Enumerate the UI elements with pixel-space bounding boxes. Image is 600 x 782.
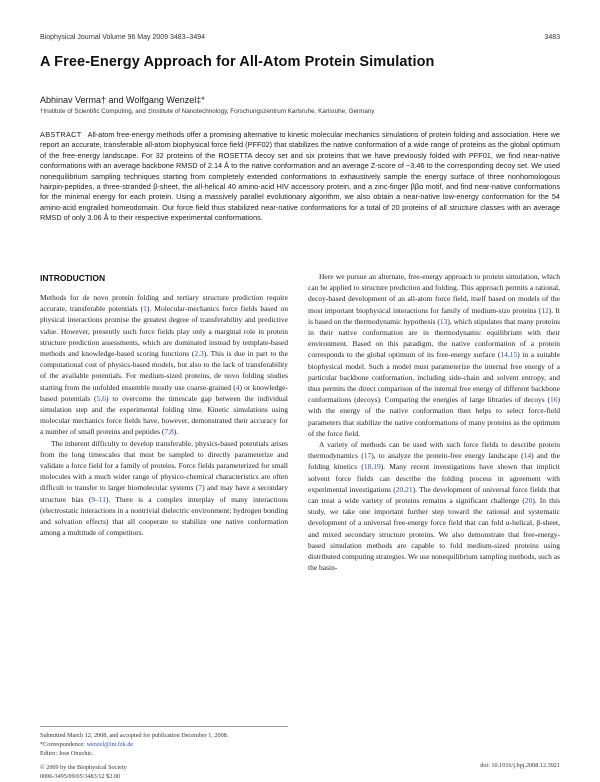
paragraph-text: ). The development of universal force fields that can treat a wide variety of proteins remains a significant challenge ( [308, 484, 561, 506]
paragraph-text: ). It is based on the thermodynamic hypothesis ( [308, 305, 560, 326]
citation-link[interactable]: 13 [439, 316, 448, 326]
paragraph-text: ) in a suitable biophysical model. Such a model must parameterize the internal free energy of a particular backbone conformation, including side-chain and solvent entropy, and thus permits the direct comparison of the internal free energy of different backbone conformations (decoys). Comparing the energies of large libraries of decoys ( [308, 350, 560, 405]
citation-link[interactable]: 18,19 [363, 462, 381, 472]
section-heading-introduction: INTRODUCTION [40, 273, 106, 283]
paragraph-text: ). In this study, we take one important further step toward the rational and systematic development of a universal free-energy force field that can fold α-helical, β-sheet, and mixed secondary structure proteins. We also demonstrate that free-energy-based simulation methods are capable to fold medium-sized proteins using distributed computing strategies. We use nonequilibrium sampling methods, such as the basin- [308, 496, 560, 573]
abstract-text: All-atom free-energy methods offer a promising alternative to kinetic molecular mechanics simulations of protein folding and association. Here we report an accurate, transferable all-atom biophysical force field (PFF02) that stabilizes the native conformation of a wide range of proteins as the global optimum of the free-energy landscape. For 32 proteins of the ROSETTA decoy set and six proteins that we have previously folded with PFF01, we find near-native conformations with an average backbone RMSD of 2.14 Å to the native conformation and an average Z-score of −3.46 to the corresponding decoy set. We used nonequilibrium sampling techniques starting from completely extended conformations to exhaustively sample the energy surface of three nonhomologous hairpin-peptides, a three-stranded β-sheet, the all-helical 40 amino-acid HIV accessory protein, and a zinc-finger ββα motif, and find near-native conformations for the minimal energy for each protein. Using a massively parallel evolutionary algorithm, we also obtain a near-native low-energy conformation for the 54 amino-acid engrailed homeodomain. Our force field thus stabilized near-native conformations for a total of 20 proteins of all structure classes with an average RMSD of only 3.06 Å to their respective experimental conformations. [40, 130, 560, 223]
doi[interactable]: doi: 10.1016/j.bpj.2008.12.3921 [480, 762, 560, 769]
journal-citation: Biophysical Journal Volume 96 May 2009 3483–3494 [40, 34, 206, 41]
correspondence [40, 741, 288, 750]
paragraph-text: ) or knowledge-based potentials ( [40, 382, 288, 403]
citation-link[interactable]: 7 [198, 483, 203, 493]
citation-link[interactable]: 20 [524, 496, 533, 506]
copyright-notice: © 2009 by the Biophysical Society [40, 764, 127, 772]
paragraph-text: Methods for de novo protein folding and tertiary structure prediction require accurate, transferable potentials ( [40, 293, 288, 314]
paragraph-text: ), which stipulates that many proteins in their native conformation are in thermodynamic equilibrium with their environment. Based on this paradigm, the native conformation of a protein corresponds to the global optimum of its free-energy surface ( [308, 316, 560, 360]
page-number: 3483 [544, 34, 560, 41]
issn-price: 0006-3495/09/05/3483/12 $2.00 [40, 773, 121, 781]
paragraph-text: The inherent difficulty to develop transferable, physics-based potentials arises from the long timescales that must be sampled to directly parameterize and validate a force field for a family of proteins. Force fields parameterized for small molecules with a much wider range of physico-chemical characteristics are often difficult to transfer to larger biomolecular systems ( [40, 438, 288, 493]
paragraph [308, 271, 560, 439]
paragraph-text: ) and may have a secondary structure bias ( [40, 483, 289, 504]
editor-note: Editor: Jose Onuchic. [40, 749, 94, 757]
paragraph-text: ). Molecular-mechanics force fields based on physical interactions promise the greatest degree of transferability and predictive value. However, presently such force fields play only a marginal role in protein structure prediction assessments, which are dominated instead by template-based methods and knowledge-based scoring functions ( [40, 304, 288, 359]
citation-link[interactable]: 12 [541, 305, 549, 315]
paragraph-text: ). There is a complex interplay of many interactions (electrostatic interactions in a nontrivial dielectric environment; hydrogen bonding and solvation effects) that all cooperate to stabilize one native conformation among a multitude of competitors. [40, 494, 288, 538]
citation-link[interactable]: 1 [143, 304, 147, 314]
citation-link[interactable]: 14,15 [500, 350, 518, 360]
citation-link[interactable]: 2,3 [194, 349, 204, 359]
abstract-label: ABSTRACT [40, 130, 82, 139]
paragraph [40, 438, 288, 539]
citation-link[interactable]: 17 [363, 451, 372, 461]
paragraph-text: ). Many recent investigations have shown that implicit solvent force fields can describe the folding process in agreement with experimental investigations ( [308, 462, 560, 494]
citation-link[interactable]: 5,6 [96, 393, 106, 403]
paragraph [40, 292, 288, 438]
submission-dates: Submitted March 12, 2008, and accepted for publication December 1, 2008. [40, 732, 229, 739]
author-affiliations: †Institute of Scientific Computing, and ‡Institute of Nanotechnology, Forschungszentrum Karlsruhe, Karlsruhe, Germany [40, 108, 375, 115]
paragraph-text: ) and the folding kinetics ( [308, 451, 560, 472]
paragraph-text: ), to analyze the protein-free energy landscape ( [371, 451, 524, 461]
citation-link[interactable]: 9–11 [91, 494, 106, 504]
paragraph [308, 439, 560, 573]
body-column-left [40, 292, 288, 538]
correspondence-label: *Correspondence: [40, 740, 86, 748]
citation-link[interactable]: 16 [550, 395, 558, 405]
citation-link[interactable]: 7,8 [164, 427, 174, 437]
citation-link[interactable]: 4 [235, 382, 240, 392]
citation-link[interactable]: 20,21 [395, 484, 413, 494]
paragraph-text: A variety of methods can be used with such force fields to describe protein thermodynamics ( [308, 440, 560, 461]
running-head [40, 34, 560, 41]
article-title: A Free-Energy Approach for All-Atom Protein Simulation [40, 54, 435, 70]
paragraph-text: ). This is due in part to the computational cost of physics-based models, but also to the lack of transferability of the available potentials. For medium-sized proteins, de novo folding studies starting from the unfolded ensemble mostly use coarse-grained ( [40, 349, 288, 392]
paragraph-text: ) to overcome the timescale gap between the individual simulation step and the experimental folding time. Kinetic simulations using molecular mechanics force fields have, however, demonstrated their accuracy for a number of small proteins and peptides ( [40, 393, 288, 437]
body-column-right [308, 271, 560, 573]
paragraph-text: ) with the energy of the native conformation then helps to select force-field parameters that stabilize the native conformations of many proteins as the optimum of the force field. [308, 395, 560, 438]
citation-link[interactable]: 14 [523, 451, 532, 461]
paragraph-text: ). [173, 427, 179, 437]
footnote-rule [40, 726, 288, 727]
footnotes [40, 732, 288, 782]
author-list: Abhinav Verma† and Wolfgang Wenzel‡* [40, 95, 205, 105]
correspondence-email-link[interactable]: wenzel@int.fzk.de [86, 740, 134, 748]
abstract [40, 130, 560, 224]
paragraph-text: Here we pursue an alternate, free-energy approach to protein simulation, which can be applied to structure prediction and folding. This approach permits a rational, decoy-based development of an all-atom force field, itself based on models of the most important biophysical interactions for family of medium-size proteins ( [308, 272, 560, 315]
